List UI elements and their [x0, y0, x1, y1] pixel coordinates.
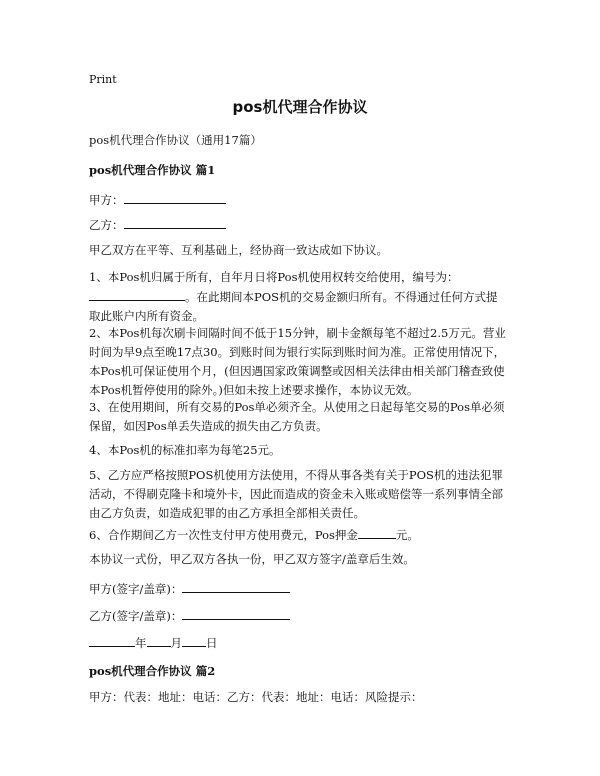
document-title: pos机代理合作协议: [232, 98, 368, 116]
section-heading-1: pos机代理合作协议 篇1: [89, 163, 216, 177]
sign-a-line: [89, 579, 514, 599]
month-blank: [147, 633, 171, 647]
print-label[interactable]: Print: [89, 73, 117, 86]
clause-5: [89, 466, 514, 523]
section-heading-2: pos机代理合作协议 篇2: [89, 664, 216, 678]
date-line: [89, 633, 514, 653]
date-day-label: 日: [206, 636, 218, 650]
document-subtitle: pos机代理合作协议（通用17篇）: [89, 133, 262, 147]
party-b-blank: [124, 215, 226, 229]
deposit-blank: [358, 525, 396, 539]
clause-6: [89, 525, 514, 545]
clause-2-line-a: 2、本Pos机每次刷卡间隔时间不低于15分钟，刷卡金额每笔不超过2.5万元。营业: [89, 326, 506, 340]
clause-1-line-b: [89, 287, 514, 307]
clause-1: [89, 268, 514, 326]
clause-2-line-c: 本Pos机可保证使用个月，(但因遇国家政策调整或因相关法律由相关部门稽查致使: [89, 364, 505, 378]
sign-a-label: 甲方(签字/盖章)：: [89, 582, 183, 596]
clause-2: [89, 324, 514, 400]
date-year-label: 年: [135, 636, 147, 650]
clause-1-line-c: 取此账户内所有资金。: [89, 309, 204, 323]
clause-5-line-b: 活动，不得刷克隆卡和境外卡，因此而造成的资金未入账或赔偿等一系列事情全部: [89, 487, 503, 501]
clause-1-line-b-text: 。在此期间本POS机的交易金额归所有。不得通过任何方式提: [185, 290, 498, 304]
sign-a-blank: [182, 579, 290, 593]
clause-3: [89, 398, 514, 436]
intro-paragraph: 甲乙双方在平等、互利基础上，经协商一致达成如下协议。: [89, 243, 388, 257]
party-a-label: 甲方：: [89, 193, 124, 207]
clause-5-line-a: 5、乙方应严格按照POS机使用方法使用，不得从事各类有关于POS机的违法犯罪: [89, 468, 503, 482]
section-2-parties-line: 甲方：代表：地址：电话：乙方：代表：地址：电话：风险提示：: [89, 690, 423, 704]
day-blank: [182, 633, 206, 647]
clause-6-text-b: 元。: [395, 528, 419, 542]
clause-5-line-c: 由乙方负责，如造成犯罪的由乙方承担全部相关责任。: [89, 506, 365, 520]
sign-b-label: 乙方(签字/盖章)：: [89, 609, 183, 623]
copies-paragraph: 本协议一式份，甲乙双方各执一份，甲乙双方签字/盖章后生效。: [89, 552, 415, 566]
clause-2-line-b: 时间为早9点至晚17点30。到账时间为银行实际到账时间为准。正常使用情况下，: [89, 345, 506, 359]
clause-3-line-a: 3、在使用期间，所有交易的Pos单必须齐全。从使用之日起每笔交易的Pos单必须: [89, 400, 505, 414]
clause-1-line-a: 1、本Pos机归属于所有，自年月日将Pos机使用权转交给使用，编号为：: [89, 270, 459, 284]
sign-b-line: [89, 606, 514, 626]
sign-b-blank: [182, 606, 290, 620]
date-month-label: 月: [170, 636, 182, 650]
party-a-line: [89, 190, 514, 210]
clause-3-line-b: 保留，如因Pos单丢失造成的损失由乙方负责。: [89, 419, 328, 433]
serial-number-blank: [89, 287, 185, 301]
party-b-line: [89, 215, 514, 235]
clause-4: 4、本Pos机的标准扣率为每笔25元。: [89, 443, 281, 457]
party-a-blank: [124, 190, 226, 204]
party-b-label: 乙方：: [89, 218, 124, 232]
clause-2-line-d: 本Pos机暂停使用的除外。)但如未按上述要求操作，本协议无效。: [89, 383, 419, 397]
year-blank: [89, 633, 135, 647]
clause-6-text-a: 6、合作期间乙方一次性支付甲方使用费元，Pos押金: [89, 528, 358, 542]
